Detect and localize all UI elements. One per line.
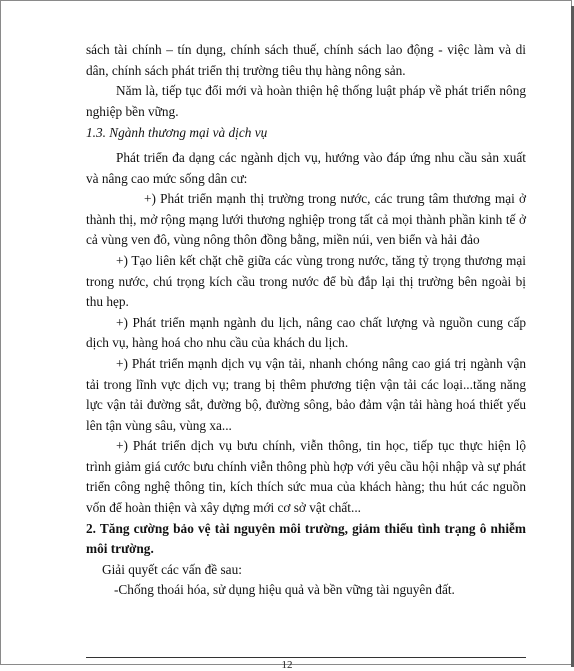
bullet-tourism: +) Phát triển mạnh ngành du lịch, nâng cao chất lượng và nguồn cung cấp dịch vụ, hàng hoá cho nhu cầu của khách du lịch.: [86, 314, 526, 351]
bullet-telecom: +) Phát triển dịch vụ bưu chính, viễn thông, tin học, tiếp tục thực hiện lộ trình giảm giá cước bưu chính viễn thông phù hợp với yêu cầu hội nhập và sự phát triển công nghệ thông tin, kích thích sức mua của khách hàng; thu hút các nguồn vốn để hoàn thiện và xây dựng mới cơ sở vật chất...: [86, 438, 526, 516]
footer-rule: [86, 657, 526, 658]
bullet-land-degradation: -Chống thoái hóa, sử dụng hiệu quả và bền vững tài nguyên đất.: [114, 582, 455, 598]
document-page: [86, 40, 526, 601]
paragraph-legal-reform: Năm là, tiếp tục đổi mới và hoàn thiện hệ thống luật pháp về phát triển nông nghiệp bền vững.: [86, 83, 526, 119]
bullet-regional-links: +) Tạo liên kết chặt chẽ giữa các vùng trong nước, tăng tỷ trọng thương mại trong nước, chú trọng kích cầu trong nước để bù đắp lại thị trường bên ngoài bị thu hẹp.: [86, 252, 526, 310]
bullet-transport: +) Phát triển mạnh dịch vụ vận tải, nhanh chóng nâng cao giá trị ngành vận tải trong lĩnh vực dịch vụ; trang bị thêm phương tiện vận tải các loại...tăng năng lực vận tải đường sắt, đường bộ, đường sông, bảo đảm vận tải hàng hoá thiết yếu lên tận vùng sâu, vùng xa...: [86, 355, 526, 433]
bullet-domestic-market: +) Phát triển mạnh thị trường trong nước, các trung tâm thương mại ở thành thị, mở rộng mạng lưới thương nghiệp trong tất cả mọi thành phần kinh tế ở cả vùng ven đô, vùng nông thôn đồng bằng, miền núi, ven biển và hải đảo: [86, 191, 526, 248]
paragraph-continuation: sách tài chính – tín dụng, chính sách thuế, chính sách lao động - việc làm và di dân, chính sách phát triển thị trường tiêu thụ hàng nông sản.: [86, 42, 526, 78]
paragraph-services-intro: Phát triển đa dạng các ngành dịch vụ, hướng vào đáp ứng nhu cầu sản xuất và nâng cao mức sống dân cư:: [86, 149, 526, 186]
section-heading-environment: 2. Tăng cường bảo vệ tài nguyên môi trường, giảm thiểu tình trạng ô nhiễm môi trường.: [86, 520, 526, 557]
page-number: 12: [281, 659, 293, 671]
paragraph-issues-intro: Giải quyết các vấn đề sau:: [102, 561, 242, 577]
section-heading-commerce-services: 1.3. Ngành thương mại và dịch vụ: [86, 125, 268, 141]
